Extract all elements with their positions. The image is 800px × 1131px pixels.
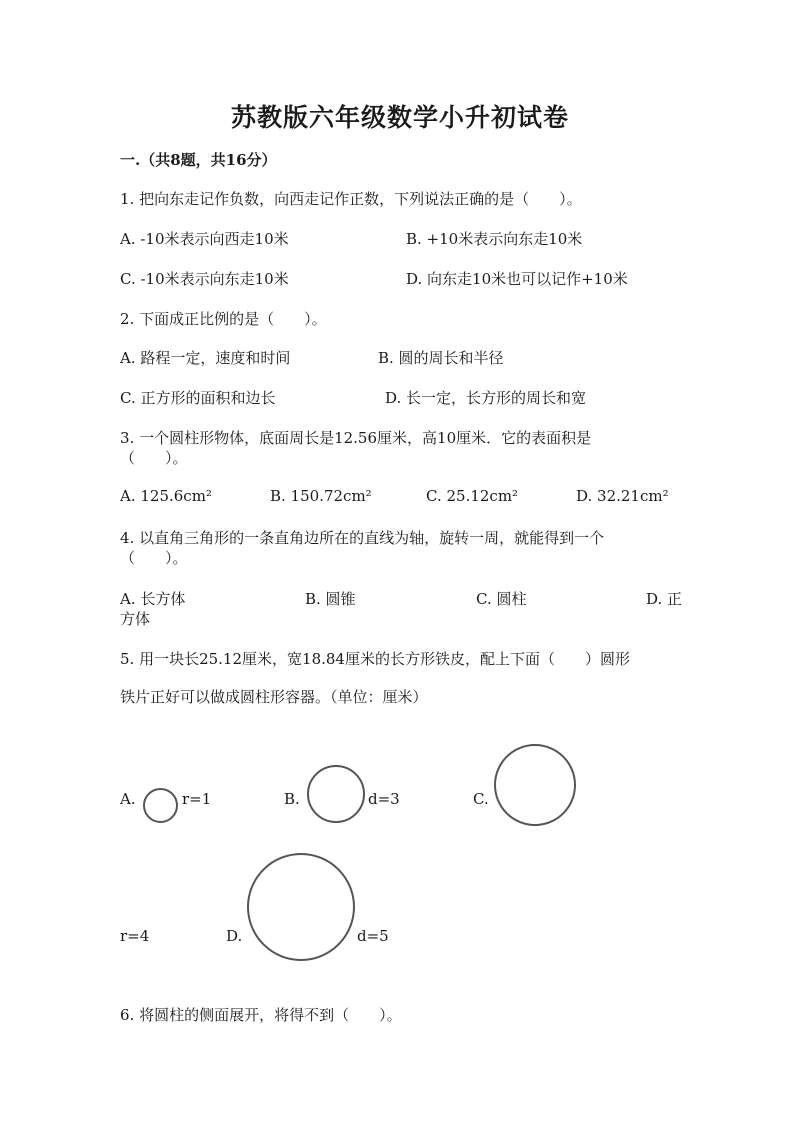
- question-5-stem-line2: 铁片正好可以做成圆柱形容器。（单位：厘米）: [120, 688, 428, 706]
- question-4-stem-line2: （ ）。: [120, 549, 188, 567]
- q1-option-c[interactable]: C. -10米表示向东走10米: [120, 270, 289, 288]
- q5-option-b-value: d=3: [368, 790, 400, 808]
- question-3-stem-line2: （ ）。: [120, 449, 188, 467]
- q4-option-b[interactable]: B. 圆锥: [305, 590, 356, 608]
- question-4-stem-line1: 4. 以直角三角形的一条直角边所在的直线为轴，旋转一周，就能得到一个: [120, 529, 605, 547]
- q4-option-c[interactable]: C. 圆柱: [476, 590, 527, 608]
- q5-option-a-letter[interactable]: A.: [120, 790, 136, 808]
- q5-option-c-value: r=4: [120, 927, 150, 945]
- question-1-stem: 1. 把向东走记作负数，向西走记作正数，下列说法正确的是（ ）。: [120, 190, 582, 208]
- q5-option-b-circle: [307, 765, 365, 823]
- question-2-stem: 2. 下面成正比例的是（ ）。: [120, 310, 327, 328]
- q4-option-a[interactable]: A. 长方体: [120, 590, 186, 608]
- page-title: 苏教版六年级数学小升初试卷: [230, 103, 569, 132]
- q4-option-d[interactable]: D. 正: [646, 590, 683, 608]
- q3-option-c[interactable]: C. 25.12cm²: [426, 487, 519, 505]
- q5-option-d-letter[interactable]: D.: [226, 927, 243, 945]
- q5-option-a-value: r=1: [182, 790, 212, 808]
- section-header: 一.（共8题，共16分）: [120, 151, 277, 169]
- q4-option-d-wrap: 方体: [120, 610, 151, 628]
- q2-option-c[interactable]: C. 正方形的面积和边长: [120, 389, 276, 407]
- q1-option-d[interactable]: D. 向东走10米也可以记作+10米: [406, 270, 628, 288]
- question-3-stem-line1: 3. 一个圆柱形物体，底面周长是12.56厘米，高10厘米．它的表面积是: [120, 429, 592, 447]
- q1-option-a[interactable]: A. -10米表示向西走10米: [120, 230, 289, 248]
- q3-option-a[interactable]: A. 125.6cm²: [120, 487, 212, 505]
- q5-option-d-value: d=5: [357, 927, 389, 945]
- q2-option-b[interactable]: B. 圆的周长和半径: [378, 349, 504, 367]
- q5-option-c-letter[interactable]: C.: [473, 790, 489, 808]
- question-5-stem-line1: 5. 用一块长25.12厘米，宽18.84厘米的长方形铁皮，配上下面（ ）圆形: [120, 650, 630, 668]
- q2-option-a[interactable]: A. 路程一定，速度和时间: [120, 349, 291, 367]
- q5-option-c-circle: [494, 744, 576, 826]
- q5-option-d-circle: [247, 853, 355, 961]
- q3-option-b[interactable]: B. 150.72cm²: [270, 487, 372, 505]
- q5-option-b-letter[interactable]: B.: [284, 790, 300, 808]
- question-6-stem: 6. 将圆柱的侧面展开，将得不到（ ）。: [120, 1006, 402, 1024]
- q3-option-d[interactable]: D. 32.21cm²: [576, 487, 669, 505]
- q5-option-a-circle: [143, 788, 178, 823]
- q1-option-b[interactable]: B. +10米表示向东走10米: [406, 230, 583, 248]
- q2-option-d[interactable]: D. 长一定，长方形的周长和宽: [385, 389, 587, 407]
